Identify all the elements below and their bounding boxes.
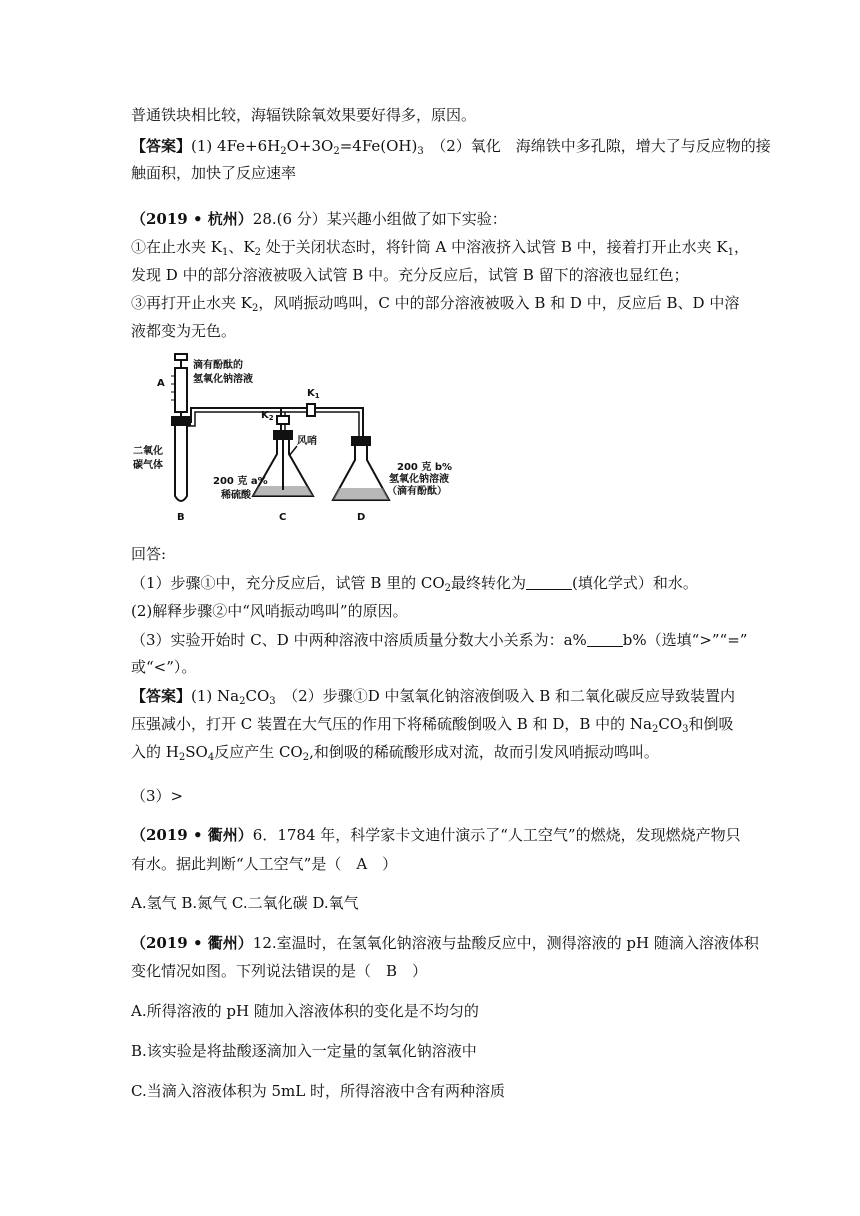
source-tag: （2019 • 杭州）: [131, 210, 253, 228]
q28-sub2: (2)解释步骤②中“风哨振动鸣叫”的原因。: [131, 602, 408, 620]
q12-stem: （2019 • 衢州）12.室温时，在氢氧化钠溶液与盐酸反应中，测得溶液的 pH 随滴入溶液体积: [131, 934, 759, 952]
co2-label-2: 碳气体: [133, 460, 163, 471]
syringe-label-2: 氢氧化钠溶液: [193, 374, 253, 385]
answer-tag: 【答案】: [131, 137, 192, 155]
q28-step3-line2: 液都变为无色。: [131, 322, 237, 340]
label-C: C: [279, 512, 287, 523]
q28-answer-3: 入的 $H_2SO_4$反应产生 $CO_2$,和倒吸的稀硫酸形成对流，故而引发风哨振动鸣叫。: [131, 743, 659, 763]
q28-answer-1: 【答案】(1) $Na_2CO_3$ （2）步骤①D 中氢氧化钠溶液倒吸入 B 和二氧化碳反应导致装置内: [131, 687, 736, 707]
label-B: B: [177, 512, 185, 523]
q28-sub3: （3）实验开始时 C、D 中两种溶液中溶质质量分数大小关系为：a% b%（选填“>”“=”: [131, 631, 748, 649]
source-tag: （2019 • 衢州）: [131, 826, 253, 844]
answer-tag: 【答案】: [131, 687, 192, 705]
q6-stem: （2019 • 衢州）6．1784 年，科学家卡文迪什演示了“人工空气”的燃烧，发现燃烧产物只: [131, 826, 741, 844]
q28-sub1: （1）步骤①中，充分反应后，试管 B 里的 $CO_2$最终转化为 (填化学式）和水。: [131, 574, 698, 594]
q28-answer-4: （3）>: [131, 787, 184, 805]
q28-step1-line2: 发现 D 中的部分溶液被吸入试管 B 中。充分反应后，试管 B 留下的溶液也显红色；: [131, 266, 689, 284]
q28-stem: （2019 • 杭州）28.(6 分）某兴趣小组做了如下实验：: [131, 210, 507, 228]
q28-step1: ①在止水夹 $K_1$、$K_2$ 处于关闭状态时，将针筒 A 中溶液挤入试管 B 中，接着打开止水夹 $K_1$，: [131, 238, 750, 258]
c-label-2: 稀硫酸: [221, 490, 251, 501]
source-tag: （2019 • 衢州）: [131, 934, 253, 952]
q28-step3: ③再打开止水夹 $K_2$，风哨振动鸣叫，C 中的部分溶液被吸入 B 和 D 中，反应后 B、D 中溶: [131, 294, 740, 314]
c-label-1: 200 克 a%: [213, 476, 268, 487]
apparatus-diagram: [131, 346, 453, 526]
whistle-label: 风哨: [297, 436, 317, 447]
d-label-2: 氢氧化钠溶液: [389, 474, 449, 485]
q6-options: A.氢气 B.氮气 C.二氧化碳 D.氧气: [131, 894, 359, 912]
q12-option-A: A.所得溶液的 pH 随加入溶液体积的变化是不均匀的: [131, 1002, 479, 1020]
q12-stem-line2: 变化情况如图。下列说法错误的是（ B ）: [131, 962, 428, 980]
q28-sub3-line2: 或“<”）。: [131, 658, 197, 676]
q12-option-B: B.该实验是将盐酸逐滴加入一定量的氢氧化钠溶液中: [131, 1042, 477, 1060]
d-label-1: 200 克 b%: [397, 462, 453, 473]
label-K1: $K_1$: [307, 388, 320, 400]
answer-intro: 回答:: [131, 545, 167, 563]
d-label-3: （滴有酚酞）: [387, 486, 447, 497]
label-D: D: [357, 512, 366, 523]
prev-question-line: 普通铁块相比较，海辐铁除氧效果要好得多，原因。: [131, 106, 477, 124]
co2-label-1: 二氧化: [133, 446, 163, 457]
q12-option-C: C.当滴入溶液体积为 5mL 时，所得溶液中含有两种溶质: [131, 1082, 505, 1100]
q28-answer-2: 压强减小，打开 C 装置在大气压的作用下将稀硫酸倒吸入 B 和 D，B 中的 $Na_2CO_3$和倒吸: [131, 715, 734, 735]
prev-answer-line: 【答案】(1) $4Fe+6H_2O+3O_2=4Fe(OH)_3$ （2）氧化 海绵铁中多孔隙，增大了与反应物的接: [131, 137, 771, 157]
label-K2: $K_2$: [261, 410, 274, 422]
fill-blank: [587, 632, 623, 647]
syringe-label-1: 滴有酚酞的: [193, 360, 243, 371]
prev-answer-line-2: 触面积，加快了反应速率: [131, 164, 297, 182]
q6-stem-line2: 有水。据此判断“人工空气”是（ A ）: [131, 855, 398, 873]
fill-blank: [526, 575, 572, 590]
label-A: A: [157, 378, 165, 389]
